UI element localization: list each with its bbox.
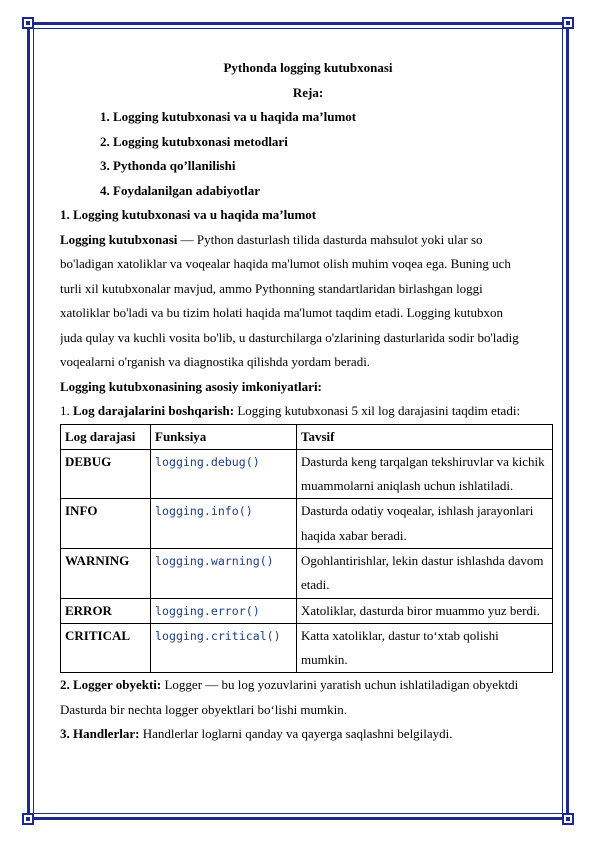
level-cell: INFO — [61, 499, 151, 549]
level-cell: DEBUG — [61, 449, 151, 499]
intro-paragraph-line: voqealarni o'rganish va diagnostika qilishda yordam beradi. — [60, 354, 371, 369]
plan-item: 1. Logging kutubxonasi va u haqida ma’lumot — [100, 109, 357, 124]
feature-term: Log darajalarini boshqarish: — [73, 403, 235, 418]
intro-paragraph-line: bo'ladigan xatoliklar va voqealar haqida ma'lumot olish muhim voqea ega. Buning uch — [60, 256, 511, 271]
description-cell: Ogohlantirishlar, lekin dastur ishlashda davom etadi. — [297, 548, 553, 598]
description-cell: Dasturda odatiy voqealar, ishlash jarayonlari haqida xabar beradi. — [297, 499, 553, 549]
column-header: Tavsif — [297, 424, 553, 449]
plan-item: 2. Logging kutubxonasi metodlari — [100, 133, 288, 149]
description-cell: Katta xatoliklar, dastur to‘xtab qolishi mumkin. — [297, 623, 553, 673]
document-body — [60, 56, 556, 747]
feature-item-2 — [60, 673, 556, 698]
document-title: Pythonda logging kutubxonasi — [223, 60, 393, 75]
function-cell: logging.info() — [151, 499, 297, 549]
function-cell: logging.debug() — [151, 449, 297, 499]
function-cell: logging.critical() — [151, 623, 297, 673]
table-row — [61, 548, 553, 598]
level-cell: CRITICAL — [61, 623, 151, 673]
intro-paragraph-line: juda qulay va kuchli vosita bo'lib, u dasturchilarga o'zlarining dasturlarida sodir bo'ladig — [60, 329, 519, 345]
feature-text: Logging kutubxonasi 5 xil log darajasini taqdim etadi: — [234, 403, 521, 418]
table-row — [61, 598, 553, 623]
table-row — [61, 623, 553, 673]
feature-term: 3. Handlerlar: — [60, 726, 140, 742]
corner-ornament-tr — [562, 17, 574, 29]
function-cell: logging.warning() — [151, 548, 297, 598]
plan-item: 4. Foydalanilgan adabiyotlar — [100, 182, 260, 198]
log-levels-table — [60, 424, 553, 674]
feature-number: 1. — [60, 403, 73, 418]
intro-term: Logging kutubxonasi — [60, 231, 178, 247]
corner-ornament-bl — [22, 813, 34, 825]
features-heading: Logging kutubxonasining asosiy imkoniyatlari: — [60, 378, 322, 394]
intro-text: — Python dasturlash tilida dasturda mahsulot yoki ular so — [177, 231, 483, 247]
section-heading: 1. Logging kutubxonasi va u haqida ma’lumot — [60, 207, 317, 222]
column-header: Funksiya — [151, 424, 297, 449]
level-cell: ERROR — [61, 598, 151, 623]
corner-ornament-br — [562, 813, 574, 825]
feature-text: Handlerlar loglarni qanday va qayerga saqlashni belgilaydi. — [139, 726, 453, 742]
feature-text: Logger — bu log yozuvlarini yaratish uchun ishlatiladigan obyektdi — [161, 677, 519, 693]
column-header: Log darajasi — [61, 424, 151, 449]
feature-item-2-continued: Dasturda bir nechta logger obyektlari bo‘lishi mumkin. — [60, 701, 348, 717]
table-row — [61, 499, 553, 549]
feature-term: 2. Logger obyekti: — [60, 677, 162, 693]
feature-item-3 — [60, 722, 556, 747]
intro-paragraph-line: xatoliklar bo'ladi va bu tizim holati haqida ma'lumot taqdim etadi. Logging kutubxon — [60, 305, 503, 320]
function-cell: logging.error() — [151, 598, 297, 623]
table-row — [61, 449, 553, 499]
intro-paragraph-line: turli xil kutubxonalar mavjud, ammo Pythonning standartlaridan birlashgan loggi — [60, 280, 483, 296]
plan-label: Reja: — [292, 84, 324, 100]
level-cell: WARNING — [61, 548, 151, 598]
description-cell: Xatoliklar, dasturda biror muammo yuz berdi. — [297, 598, 553, 623]
feature-item-1 — [60, 399, 556, 424]
description-cell: Dasturda keng tarqalgan tekshiruvlar va kichik muammolarni aniqlash uchun ishlatiladi. — [297, 449, 553, 499]
intro-paragraph-line — [60, 228, 556, 253]
table-header-row — [61, 424, 553, 449]
corner-ornament-tl — [22, 17, 34, 29]
plan-item: 3. Pythonda qo’llanilishi — [100, 158, 236, 173]
